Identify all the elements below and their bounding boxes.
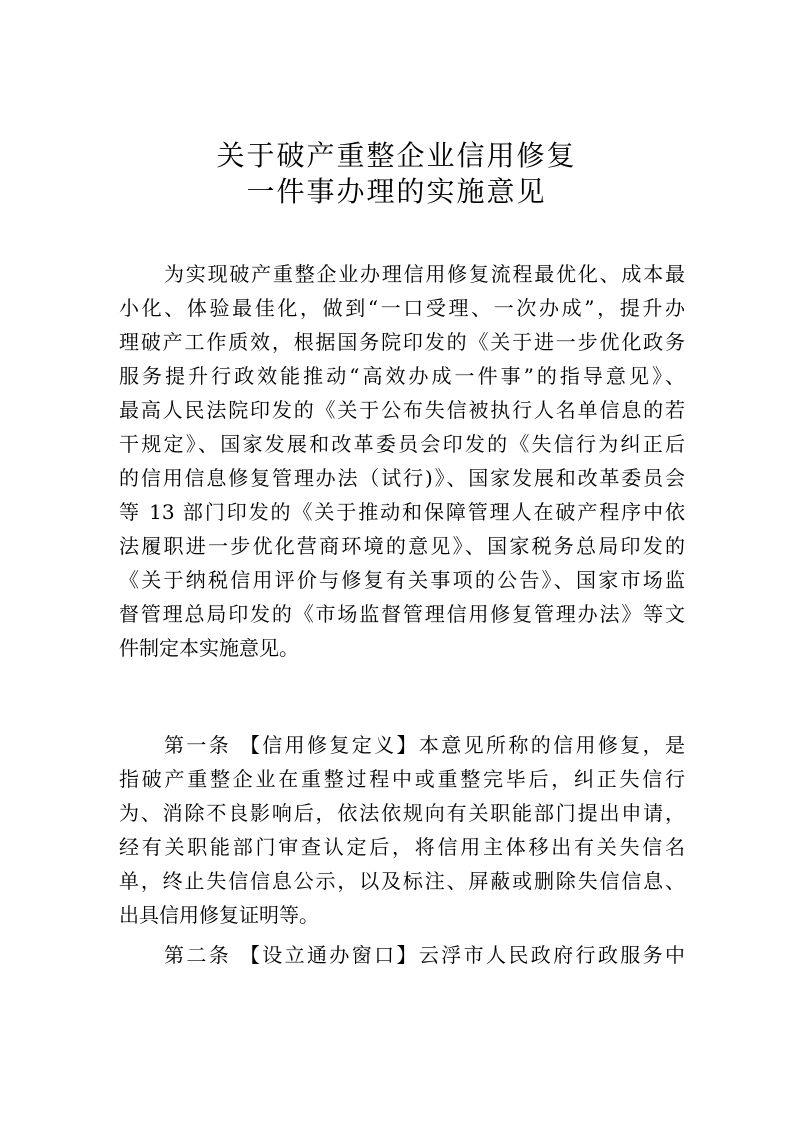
text-line: 的信用信息修复管理办法（试行)》、国家发展和改革委员会: [119, 466, 685, 490]
text-line: 等 13 部门印发的《关于推动和保障管理人在破产程序中依: [119, 500, 685, 524]
text-line: 法履职进一步优化营商环境的意见》、国家税务总局印发的: [119, 534, 685, 558]
text-line: 第二条 【设立通办窗口】云浮市人民政府行政服务中: [164, 943, 685, 967]
text-line: 第一条 【信用修复定义】本意见所称的信用修复，是: [164, 733, 685, 757]
text-line: 理破产工作质效，根据国务院印发的《关于进一步优化政务: [119, 330, 685, 354]
text-line: 最高人民法院印发的《关于公布失信被执行人名单信息的若: [119, 398, 685, 422]
text-line: 出具信用修复证明等。: [119, 903, 319, 927]
text-line: 小化、体验最佳化，做到“一口受理、一次办成”，提升办: [119, 296, 685, 320]
text-line: 《关于纳税信用评价与修复有关事项的公告》、国家市场监: [119, 568, 685, 592]
text-line: 为实现破产重整企业办理信用修复流程最优化、成本最: [164, 262, 685, 286]
text-line: 为、消除不良影响后，依法依规向有关职能部门提出申请，: [119, 801, 685, 825]
document-title-line-1: 关于破产重整企业信用修复: [216, 139, 577, 172]
text-line: 服务提升行政效能推动“高效办成一件事”的指导意见》、: [119, 364, 685, 388]
text-line: 件制定本实施意见。: [119, 636, 299, 660]
text-line: 督管理总局印发的《市场监督管理信用修复管理办法》等文: [119, 602, 685, 626]
text-line: 干规定》、国家发展和改革委员会印发的《失信行为纠正后: [119, 432, 685, 456]
document-title-line-2: 一件事办理的实施意见: [246, 175, 547, 208]
text-line: 单，终止失信信息公示，以及标注、屏蔽或删除失信信息、: [119, 869, 685, 893]
text-line: 指破产重整企业在重整过程中或重整完毕后，纠正失信行: [119, 767, 685, 791]
text-line: 经有关职能部门审查认定后，将信用主体移出有关失信名: [119, 835, 685, 859]
